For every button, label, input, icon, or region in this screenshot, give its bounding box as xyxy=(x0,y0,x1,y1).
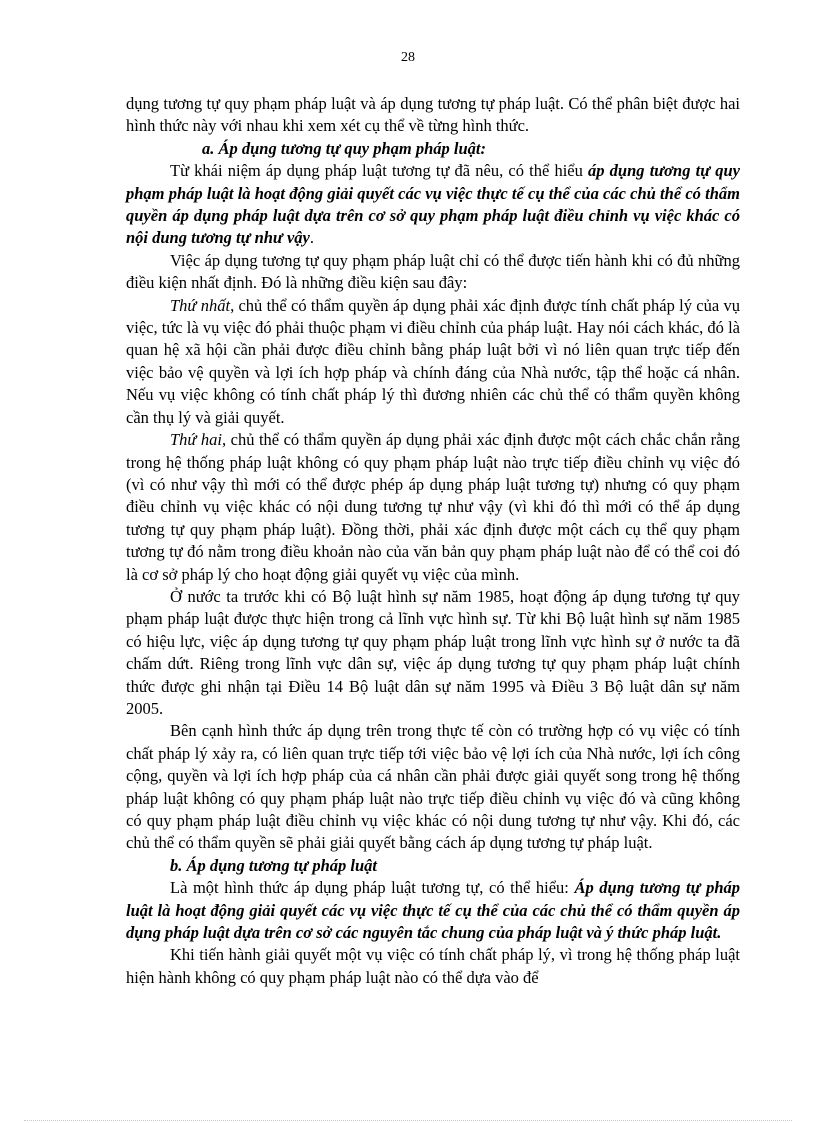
paragraph-condition-second xyxy=(126,429,740,586)
paragraph-other-cases: Bên cạnh hình thức áp dụng trên trong thực tế còn có trường hợp có vụ việc có tính chất pháp lý xảy ra, có liên quan trực tiếp tới việc bảo vệ lợi ích của Nhà nước, lợi ích công cộng, quyền và lợi ích hợp pháp của cá nhân cần phải được giải quyết song trong hệ thống pháp luật không có quy phạm pháp luật nào trực tiếp điều chỉnh vụ việc đó và cũng không có quy phạm pháp luật điều chỉnh vụ việc khác có nội dung tương tự như vậy. Khi đó, các chủ thể có thẩm quyền sẽ phải giải quyết bằng cách áp dụng tương tự pháp luật. xyxy=(126,721,740,853)
definition-a-end: . xyxy=(309,228,314,248)
section-heading-a: a. Áp dụng tương tự quy phạm pháp luật: xyxy=(202,138,486,158)
paragraph-definition-b xyxy=(126,877,740,944)
definition-a-text: áp dụng tương tự quy phạm pháp luật là hoạt động giải quyết các vụ việc thực tế cụ thể của các chủ thể có thẩm quyền áp dụng pháp luật dựa trên cơ sở quy phạm pháp luật điều chỉnh vụ việc khác có nội dung tương tự như vậy xyxy=(126,161,740,248)
condition-second-text: , chủ thể có thẩm quyền áp dụng phải xác định được một cách chắc chắn rằng trong hệ thống pháp luật không có quy phạm pháp luật nào trực tiếp điều chỉnh vụ việc đó (vì có như vậy thì mới có thể được phép áp dụng pháp luật tương tự) nhưng có quy phạm điều chỉnh vụ việc khác có nội dung tương tự như vậy (vì khi đó thì mới có thể áp dụng tương tự quy phạm pháp luật). Đồng thời, phải xác định được một cách cụ thể quy phạm tương tự đó nằm trong điều khoản nào của văn bản quy phạm pháp luật nào để có thể coi đó là cơ sở pháp lý cho hoạt động giải quyết vụ việc của mình. xyxy=(126,430,740,584)
definition-b-intro: Là một hình thức áp dụng pháp luật tương tự, có thể hiểu: xyxy=(170,878,575,898)
paragraph-history: Ở nước ta trước khi có Bộ luật hình sự năm 1985, hoạt động áp dụng tương tự quy phạm pháp luật được thực hiện trong cả lĩnh vực hình sự. Từ khi Bộ luật hình sự năm 1985 có hiệu lực, việc áp dụng tương tự quy phạm pháp luật trong lĩnh vực hình sự ở nước ta đã chấm dứt. Riêng trong lĩnh vực dân sự, việc áp dụng tương tự quy phạm pháp luật chính thức được ghi nhận tại Điều 14 Bộ luật dân sự năm 1995 và Điều 3 Bộ luật dân sự năm 2005. xyxy=(126,586,740,718)
paragraph-definition-a xyxy=(126,160,740,250)
footer-divider xyxy=(24,1120,792,1121)
condition-second-lead: Thứ hai xyxy=(170,430,223,450)
paragraph-continuation: dụng tương tự quy phạm pháp luật và áp dụng tương tự pháp luật. Có thể phân biệt được hai hình thức này với nhau khi xem xét cụ thể về từng hình thức. xyxy=(126,94,740,136)
definition-b-text: Áp dụng tương tự pháp luật là hoạt động giải quyết các vụ việc thực tế cụ thể của các chủ thể có thẩm quyền áp dụng pháp luật dựa trên cơ sở các nguyên tắc chung của pháp luật và ý thức pháp luật. xyxy=(126,878,740,943)
definition-a-intro: Từ khái niệm áp dụng pháp luật tương tự đã nêu, có thể hiểu xyxy=(170,161,589,181)
document-body xyxy=(126,93,740,989)
section-heading-b: b. Áp dụng tương tự pháp luật xyxy=(170,855,377,875)
page-number: 28 xyxy=(401,50,415,65)
paragraph-condition-first xyxy=(126,295,740,429)
condition-first-lead: Thứ nhất xyxy=(170,295,231,315)
paragraph-final: Khi tiến hành giải quyết một vụ việc có tính chất pháp lý, vì trong hệ thống pháp luật hiện hành không có quy phạm pháp luật nào có thể dựa vào để xyxy=(126,945,740,987)
condition-first-text: , chủ thể có thẩm quyền áp dụng phải xác định được tính chất pháp lý của vụ việc, tức là vụ việc đó phải thuộc phạm vi điều chỉnh của pháp luật. Hay nói cách khác, đó là quan hệ xã hội cần phải được điều chỉnh bằng pháp luật bởi vì nó liên quan trực tiếp đến việc bảo vệ quyền và lợi ích hợp pháp và chính đáng của Nhà nước, tập thể hoặc cá nhân. Nếu vụ việc không có tính chất pháp lý thì đương nhiên các chủ thể có thẩm quyền không cần thụ lý và giải quyết. xyxy=(126,295,740,427)
paragraph-conditions-intro: Việc áp dụng tương tự quy phạm pháp luật chỉ có thể được tiến hành khi có đủ những điều kiện nhất định. Đó là những điều kiện sau đây: xyxy=(126,250,740,293)
